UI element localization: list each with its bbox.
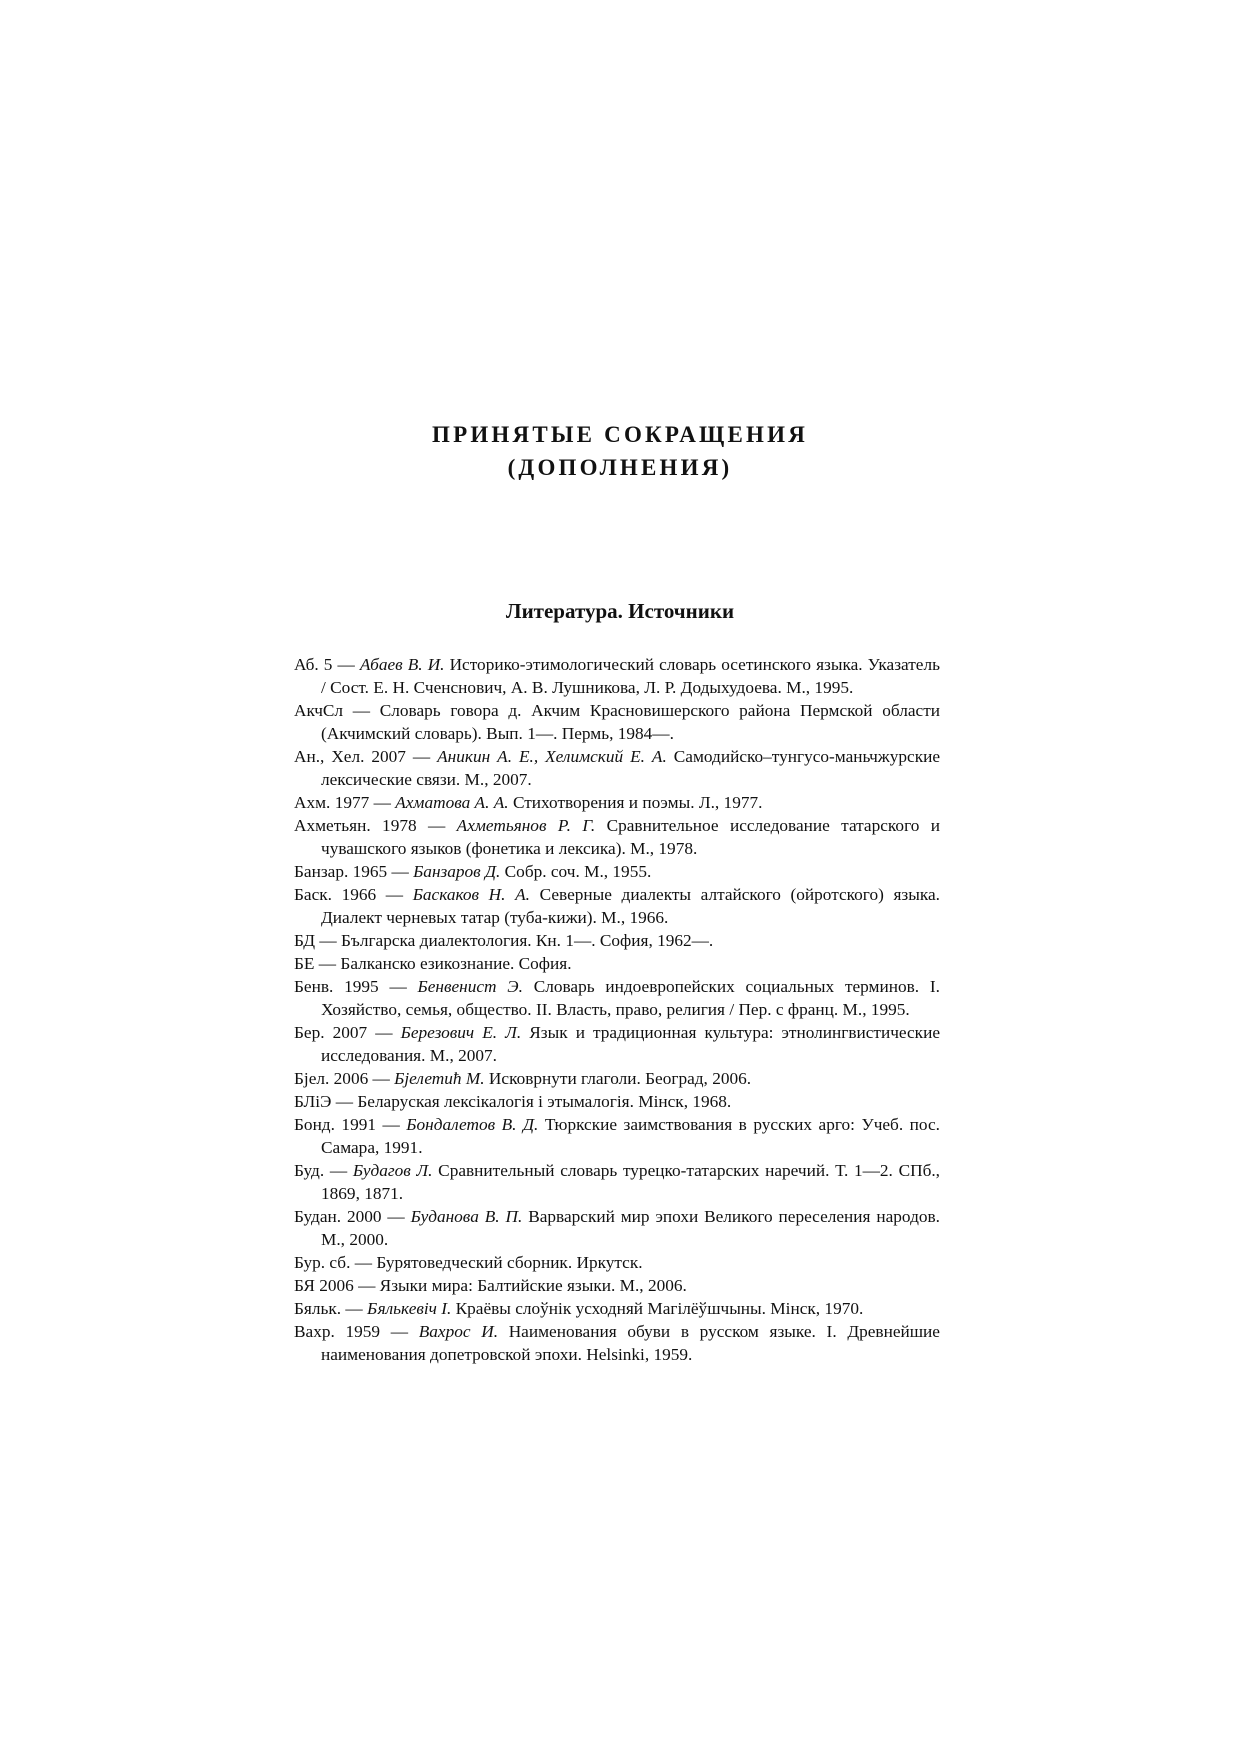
page-title-line-2: (ДОПОЛНЕНИЯ) [507, 455, 733, 480]
entry-text: Язык и традиционная культура: этнолингвистические исследования. М., 2007. [321, 1023, 941, 1065]
bibliography-entry [294, 653, 940, 699]
entry-author: Ахметьянов Р. Г. [456, 816, 596, 835]
entry-text: Тюркские заимствования в русских арго: Учеб. пос. Самара, 1991. [321, 1115, 940, 1157]
entry-author: Аникин А. Е., Хелимский Е. А. [437, 747, 667, 766]
bibliography-entry [294, 1320, 940, 1366]
entry-text: Наименования обуви в русском языке. I. Древнейшие наименования допетровской эпохи. Helsinki, 1959. [321, 1322, 940, 1364]
entry-abbreviation: Бяльк. — [294, 1299, 368, 1318]
bibliography-entry [294, 860, 940, 883]
bibliography-entry [294, 1274, 940, 1297]
entry-author: Бялькевіч І. [367, 1299, 452, 1318]
entry-text: Стихотворения и поэмы. Л., 1977. [508, 793, 763, 812]
entry-text: Краёвы слоўнік усходняй Магілёўшчыны. Мінск, 1970. [451, 1299, 864, 1318]
entry-text: Северные диалекты алтайского (ойротского) языка. Диалект черневых татар (туба-кижи). М., 1966. [321, 885, 940, 927]
entry-abbreviation: АкчСл — Словарь говора д. Акчим Красновишерского района Пермской области (Акчимский словарь). Вып. 1—. Пермь, 1984—. [294, 701, 940, 743]
bibliography-list [294, 653, 940, 1366]
entry-text: Историко-этимологический словарь осетинского языка. Указатель / Сост. Е. Н. Сченснович, А. В. Лушникова, Л. Р. Додыхудоева. М., 1995. [321, 655, 940, 697]
bibliography-entry [294, 1067, 940, 1090]
entry-text: Самодийско–тунгусо-маньчжурские лексические связи. М., 2007. [321, 747, 941, 789]
bibliography-entry [294, 791, 940, 814]
entry-author: Бјелетић М. [394, 1069, 485, 1088]
entry-author: Бенвенист Э. [417, 977, 523, 996]
entry-abbreviation: БЯ 2006 — Языки мира: Балтийские языки. М., 2006. [294, 1276, 687, 1295]
entry-author: Вахрос И. [418, 1322, 499, 1341]
bibliography-entry [294, 745, 940, 791]
entry-text: Словарь индоевропейских социальных терминов. I. Хозяйство, семья, общество. II. Власть, право, религия / Пер. с франц. М., 1995. [321, 977, 940, 1019]
entry-author: Буданова В. П. [410, 1207, 523, 1226]
entry-author: Абаев В. И. [359, 655, 445, 674]
page-title-line-1: ПРИНЯТЫЕ СОКРАЩЕНИЯ [431, 422, 809, 447]
entry-text: Собр. соч. М., 1955. [500, 862, 652, 881]
entry-abbreviation: Вахр. 1959 — [294, 1322, 419, 1341]
bibliography-entry [294, 1205, 940, 1251]
entry-abbreviation: Бјел. 2006 — [294, 1069, 395, 1088]
bibliography-entry [294, 883, 940, 929]
entry-abbreviation: Буд. — [294, 1161, 353, 1180]
entry-abbreviation: Аб. 5 — [294, 655, 360, 674]
entry-abbreviation: БЛіЭ — Беларуская лексікалогія і этымалогія. Мінск, 1968. [294, 1092, 732, 1111]
bibliography-entry [294, 1251, 940, 1274]
entry-text: Сравнительное исследование татарского и чувашского языков (фонетика и лексика). М., 1978. [321, 816, 940, 858]
entry-author: Бондалетов В. Д. [406, 1115, 539, 1134]
bibliography-entry [294, 929, 940, 952]
entry-author: Баскаков Н. А. [412, 885, 530, 904]
entry-author: Березович Е. Л. [400, 1023, 522, 1042]
page-title [0, 418, 1240, 484]
bibliography-entry [294, 1021, 940, 1067]
bibliography-entry [294, 1090, 940, 1113]
bibliography-entry [294, 952, 940, 975]
entry-text: Варварский мир эпохи Великого переселения народов. М., 2000. [321, 1207, 940, 1249]
entry-abbreviation: Баск. 1966 — [294, 885, 413, 904]
bibliography-entry [294, 699, 940, 745]
entry-abbreviation: Ахм. 1977 — [294, 793, 396, 812]
bibliography-entry [294, 814, 940, 860]
entry-abbreviation: БЕ — Балканско езикознание. София. [294, 954, 572, 973]
section-heading: Литература. Источники [505, 599, 735, 623]
entry-text: Исковрнути глаголи. Београд, 2006. [484, 1069, 752, 1088]
entry-abbreviation: БД — Българска диалектология. Кн. 1—. София, 1962—. [294, 931, 714, 950]
entry-abbreviation: Будан. 2000 — [294, 1207, 411, 1226]
bibliography-entry [294, 1297, 940, 1320]
entry-abbreviation: Банзар. 1965 — [294, 862, 414, 881]
entry-author: Будагов Л. [352, 1161, 433, 1180]
entry-text: Сравнительный словарь турецко-татарских наречий. Т. 1—2. СПб., 1869, 1871. [321, 1161, 941, 1203]
bibliography-entry [294, 1113, 940, 1159]
entry-abbreviation: Ахметьян. 1978 — [294, 816, 457, 835]
bibliography-entry [294, 975, 940, 1021]
bibliography-entry [294, 1159, 940, 1205]
entry-abbreviation: Бур. сб. — Бурятоведческий сборник. Иркутск. [294, 1253, 643, 1272]
entry-abbreviation: Бенв. 1995 — [294, 977, 418, 996]
entry-abbreviation: Бер. 2007 — [294, 1023, 401, 1042]
entry-author: Ахматова А. А. [395, 793, 509, 812]
entry-abbreviation: Ан., Хел. 2007 — [294, 747, 438, 766]
entry-author: Банзаров Д. [413, 862, 501, 881]
entry-abbreviation: Бонд. 1991 — [294, 1115, 407, 1134]
